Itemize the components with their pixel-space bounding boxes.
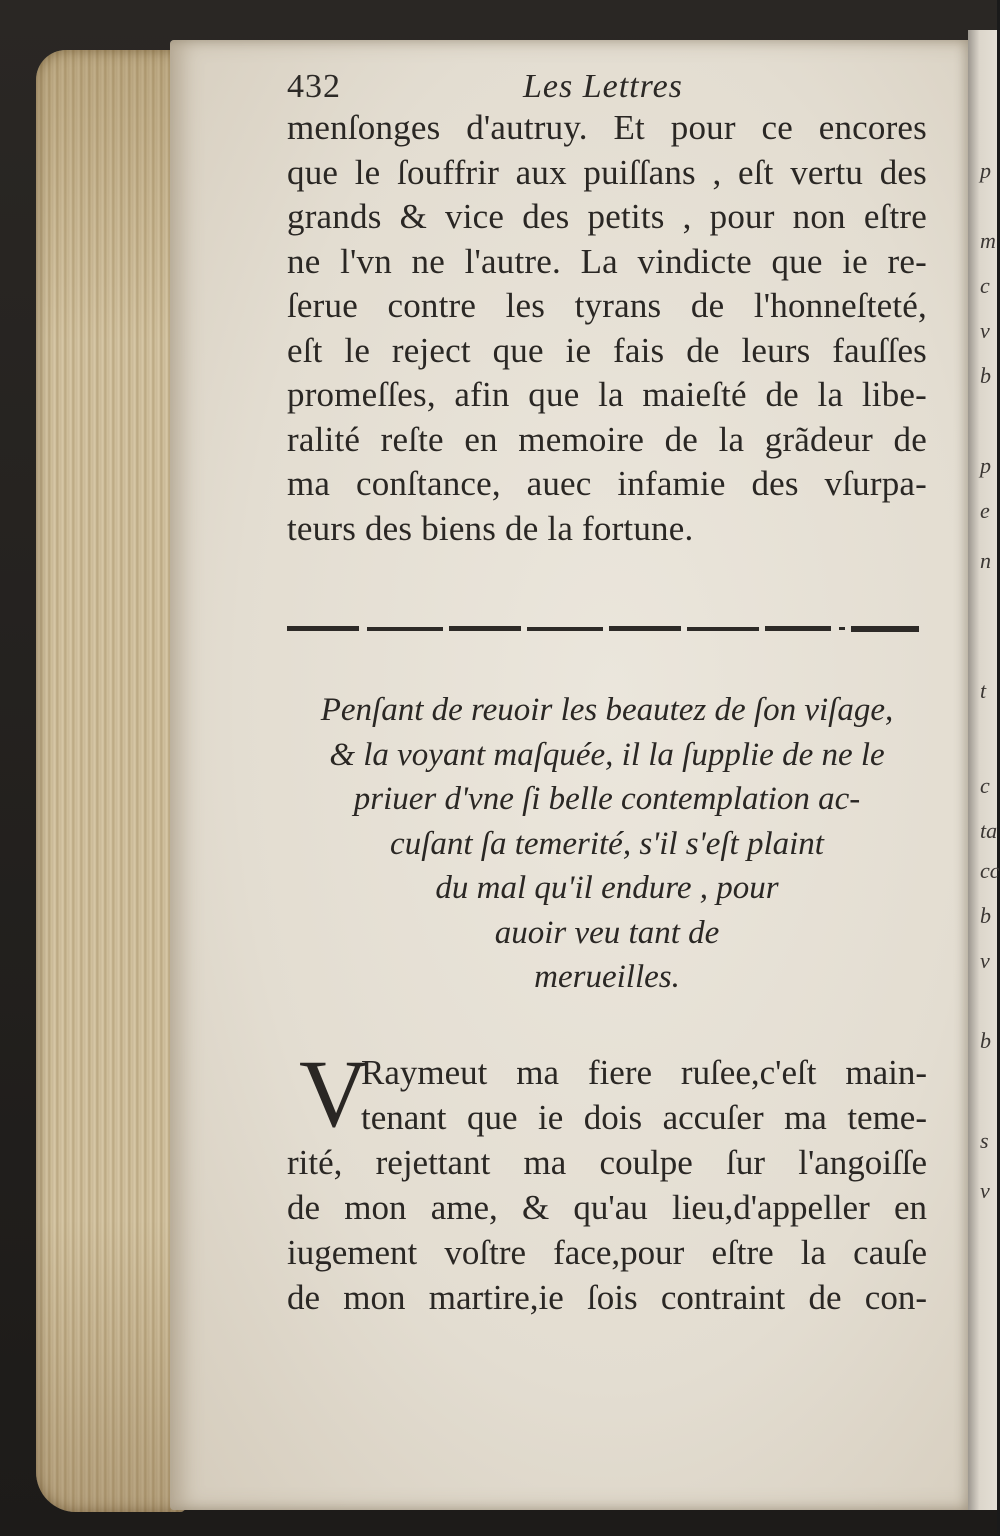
heading-line: auoir veu tant de xyxy=(494,914,720,951)
fragment: v xyxy=(980,318,990,343)
text-line: ma conſtance, auec infamie des vſurpa- xyxy=(287,464,927,503)
heading-line: merueilles. xyxy=(534,959,680,995)
page-header xyxy=(287,68,687,108)
fragment: p xyxy=(980,158,991,183)
text-line: que le ſouffrir aux puiſſans , eſt vertu des xyxy=(287,152,927,192)
fragment: ta xyxy=(980,818,998,843)
text-line: Raymeut ma fiere ruſee,c'eſt main- xyxy=(361,1053,927,1092)
fragment: e xyxy=(980,498,990,523)
text-line: grands & vice des petits , pour non eſtre xyxy=(287,197,927,236)
text-line: de mon martire,ie ſois contraint de con- xyxy=(287,1278,927,1317)
text-line: ne l'vn ne l'autre. La vindicte que ie re- xyxy=(287,241,927,281)
page-edges xyxy=(36,50,186,1512)
fragment: n xyxy=(980,548,991,573)
fragment: v xyxy=(980,1178,990,1203)
text-line: teurs des biens de la fortune. xyxy=(287,508,694,548)
page-number: 432 xyxy=(287,68,341,105)
drop-cap: V xyxy=(299,1040,369,1147)
dropcap-paragraph xyxy=(287,1040,927,1147)
fragment: m xyxy=(980,228,996,253)
fragment: c xyxy=(980,273,990,298)
fragment: p xyxy=(980,453,991,478)
fragment: c xyxy=(980,773,990,798)
text-line: ſerue contre les tyrans de l'honneſteté, xyxy=(287,286,927,325)
ornamental-rule xyxy=(287,624,919,634)
heading-line: priuer d'vne ſi belle contemplation ac- xyxy=(353,781,861,817)
heading-line: cuſant ſa temerité, s'il s'eſt plaint xyxy=(390,825,824,862)
fragment: t xyxy=(980,678,987,703)
text-line: ralité reſte en memoire de la grãdeur de xyxy=(287,419,927,459)
next-page-edge xyxy=(968,30,1000,1510)
fragment: v xyxy=(980,948,990,973)
text-line: menſonges d'autruy. Et pour ce encores xyxy=(287,108,927,147)
text-line: eſt le reject que ie fais de leurs fauſſes xyxy=(287,330,927,370)
heading-line: du mal qu'il endure , pour xyxy=(435,870,779,906)
body-text xyxy=(287,106,927,551)
fragment: s xyxy=(980,1128,989,1153)
text-line: de mon ame, & qu'au lieu,d'appeller en xyxy=(287,1188,927,1227)
text-line: tenant que ie dois accuſer ma teme- xyxy=(361,1098,927,1137)
fragment: cc xyxy=(980,858,1000,883)
fragment: b xyxy=(980,903,991,928)
text-line: rité, rejettant ma coulpe ſur l'angoiſſe xyxy=(287,1143,927,1182)
letter-body xyxy=(287,1040,927,1320)
heading-line: & la voyant maſquée, il la ſupplie de ne le xyxy=(329,736,885,773)
fragment: b xyxy=(980,1028,991,1053)
fragment: b xyxy=(980,363,991,388)
text-line: iugement voſtre face,pour eſtre la cauſe xyxy=(287,1233,927,1272)
letter-heading xyxy=(287,688,927,1000)
running-head: Les Lettres xyxy=(523,68,683,105)
text-line: promeſſes, afin que la maieſté de la libe- xyxy=(287,375,927,414)
heading-line: Penſant de reuoir les beautez de ſon viſage, xyxy=(320,692,894,728)
